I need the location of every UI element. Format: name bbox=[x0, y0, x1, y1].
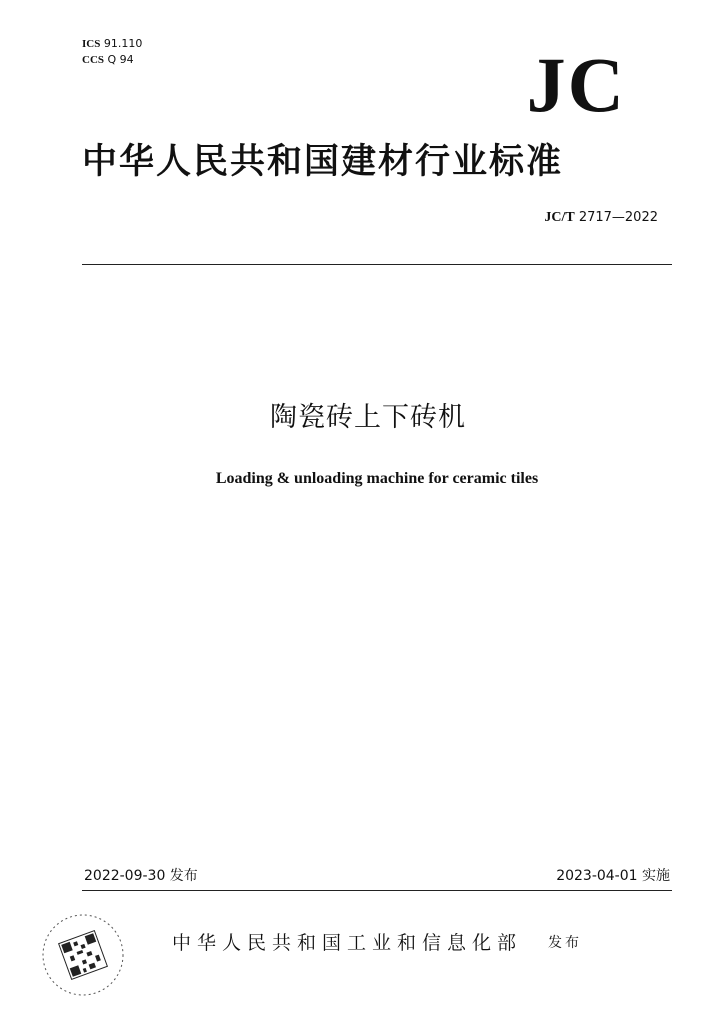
ccs-value: Q 94 bbox=[107, 53, 134, 66]
qr-seal-icon bbox=[40, 912, 126, 998]
top-divider bbox=[82, 264, 672, 265]
document-title-zh: 陶瓷砖上下砖机 bbox=[270, 402, 466, 433]
standard-category: 中华人民共和国建材行业标准 bbox=[82, 141, 564, 182]
classification-codes bbox=[82, 36, 142, 68]
issue-date: 2022-09-30 发布 bbox=[84, 868, 198, 884]
bottom-divider bbox=[82, 890, 672, 891]
standard-number-value: 2717—2022 bbox=[578, 210, 658, 225]
ics-label: ICS bbox=[82, 38, 101, 50]
standard-number bbox=[544, 210, 658, 226]
ics-line bbox=[82, 36, 142, 52]
jc-logo: JC bbox=[526, 41, 626, 128]
ccs-label: CCS bbox=[82, 54, 105, 66]
publish-label: 发布 bbox=[548, 935, 582, 951]
document-title-en: Loading & unloading machine for ceramic tiles bbox=[215, 470, 539, 487]
ics-value: 91.110 bbox=[103, 37, 143, 50]
ccs-line bbox=[82, 52, 142, 68]
standard-number-prefix: JC/T bbox=[544, 210, 575, 225]
implement-date: 2023-04-01 实施 bbox=[556, 868, 670, 884]
issuing-authority: 中华人民共和国工业和信息化部 bbox=[172, 932, 523, 954]
